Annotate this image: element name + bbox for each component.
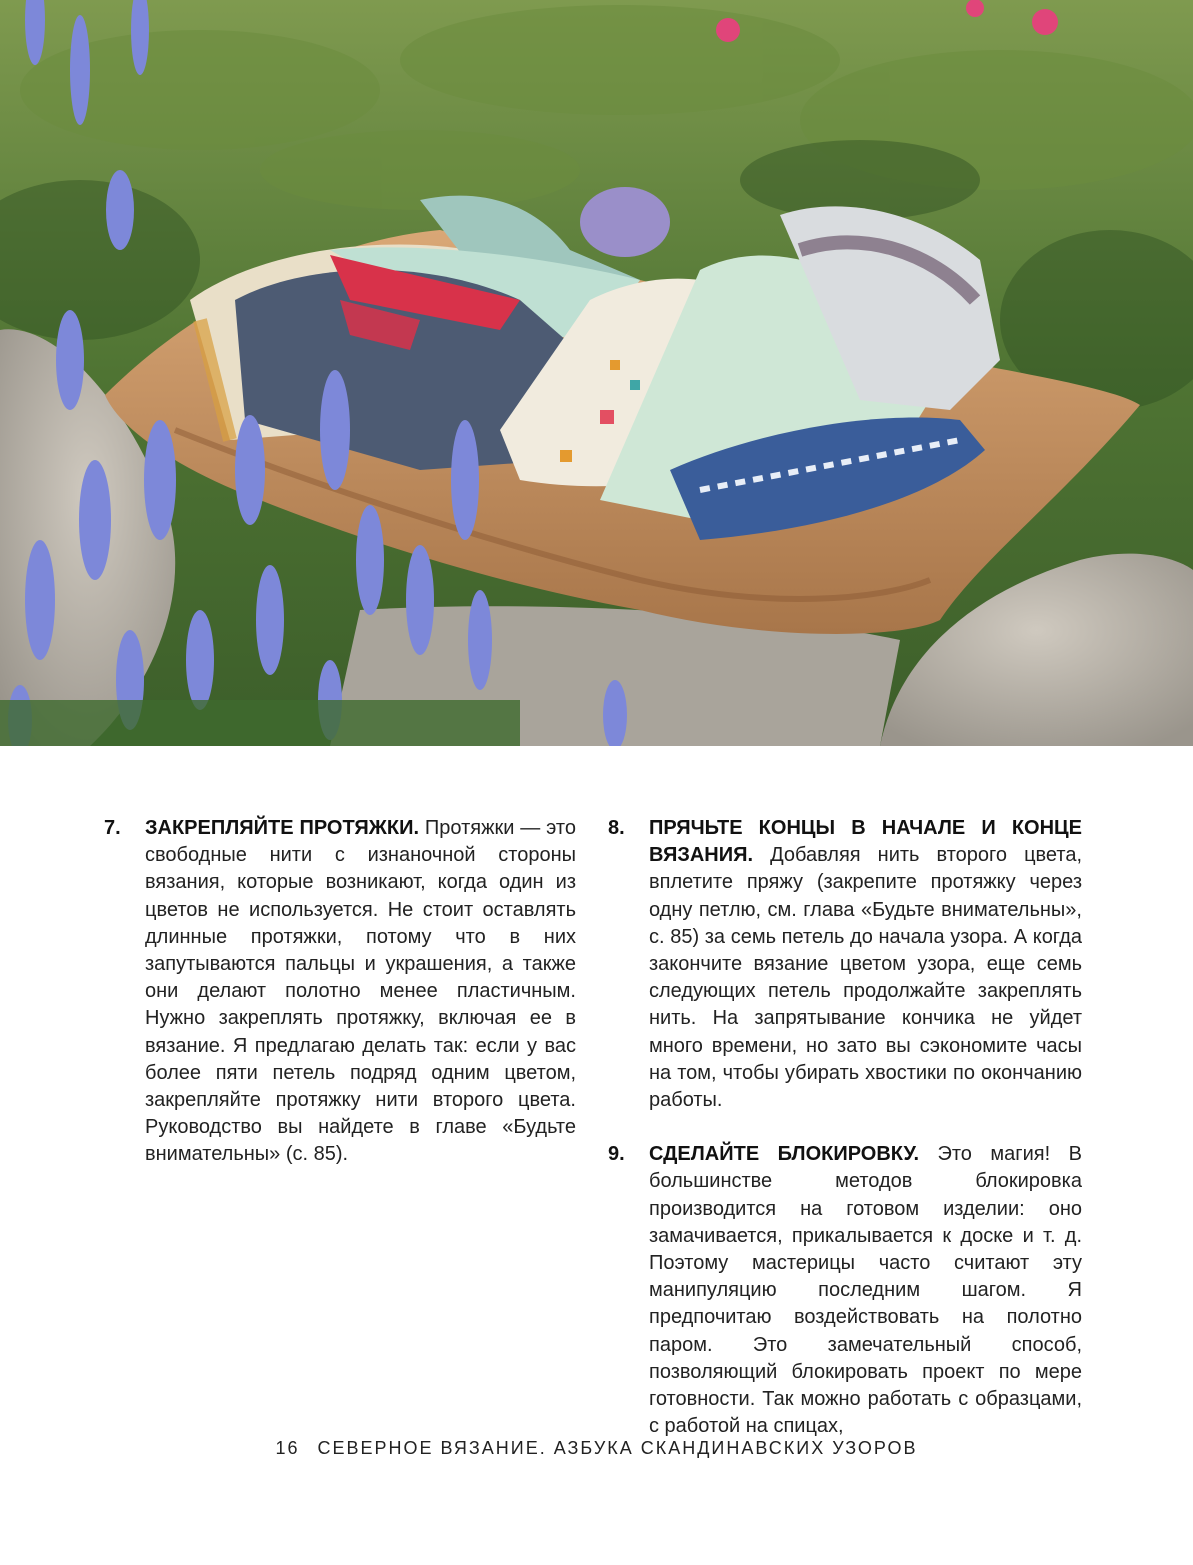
item-text: Это магия! В большинстве методов блокировка производится на готовом изделии: оно замачивается, прикалывается к доске и т. д. Поэтому мастерицы часто считают эту манипуляцию последним шагом. Я предпочитаю воздействовать на полотно паром. Это замечательный способ, позволяющий блокировать проект по мере готовности. Так можно работать с образцами, с работой на спицах, xyxy=(649,1143,1082,1438)
book-title: СЕВЕРНОЕ ВЯЗАНИЕ. АЗБУКА СКАНДИНАВСКИХ УЗОРОВ xyxy=(317,1438,918,1458)
item-text: Добавляя нить второго цвета, вплетите пряжу (закрепите протяжку через одну петлю, см. глава «Будьте внимательны», с. 85) за семь петель до начала узора. А когда закончите вязание цветом узора, еще семь следующих петель продолжайте закреплять нить. На запрятывание кончика не уйдет много времени, но зато вы сэкономите часы на том, чтобы убирать хвостики по окончанию работы. xyxy=(649,844,1082,1112)
page-footer xyxy=(0,1438,1193,1459)
page-number: 16 xyxy=(275,1438,300,1458)
list-item-8 xyxy=(608,815,1082,1114)
right-column xyxy=(608,815,1082,1467)
list-item-7 xyxy=(104,815,576,1169)
item-number: 9. xyxy=(608,1143,625,1166)
item-body xyxy=(145,815,576,1169)
item-text: Протяжки — это свободные нити с изнаночной стороны вязания, которые возникают, когда один из цветов не используется. Не стоит оставлять длинные протяжки, потому что в них запутываются пальцы и украшения, а также они делают полотно менее пластичным. Нужно закреплять протяжку, включая ее в вязание. Я предлагаю делать так: если у вас более пяти петель подряд одним цветом, закрепляйте протяжку нити второго цвета. Руководство вы найдете в главе «Будьте внимательны» (с. 85). xyxy=(145,817,576,1166)
item-number: 7. xyxy=(104,817,121,839)
item-number: 8. xyxy=(608,817,625,839)
item-lead: СДЕЛАЙТЕ БЛОКИРОВКУ. xyxy=(649,1143,919,1166)
item-body xyxy=(649,815,1082,1114)
item-lead: ПРЯЧЬТЕ КОНЦЫ В НАЧАЛЕ И КОНЦЕ ВЯЗАНИЯ. xyxy=(649,817,1082,867)
item-body xyxy=(649,1141,1082,1440)
item-lead: ЗАКРЕПЛЯЙТЕ ПРОТЯЖКИ. xyxy=(145,817,420,839)
left-column xyxy=(104,815,576,1196)
list-item-9 xyxy=(608,1141,1082,1440)
photo-knitted-sweaters xyxy=(0,0,1193,746)
